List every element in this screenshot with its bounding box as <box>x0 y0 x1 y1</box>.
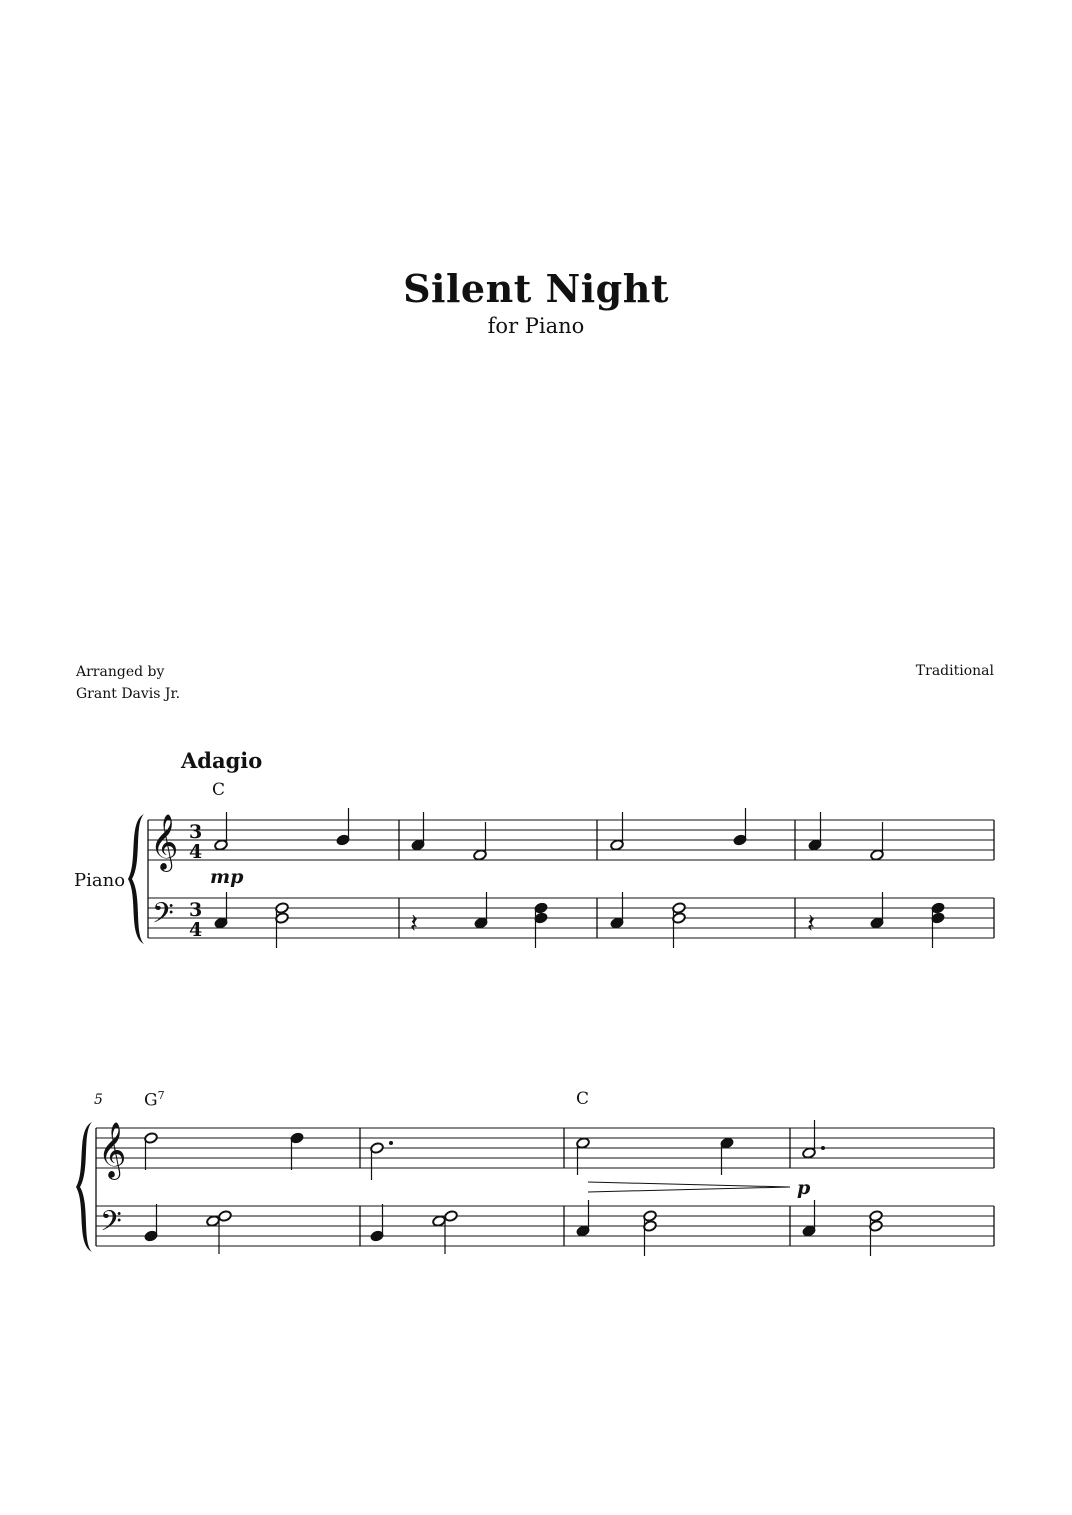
chord-quarter <box>534 902 548 948</box>
composer-credit: Traditional <box>915 663 994 679</box>
brace-system-2 <box>76 1122 92 1252</box>
quarter-rest-icon: 𝄽 <box>807 909 815 939</box>
barlines-system-2 <box>96 1128 994 1246</box>
note-half <box>610 812 624 851</box>
arranger-label: Arranged by <box>76 664 165 680</box>
note-half <box>576 1137 590 1175</box>
decrescendo-hairpin <box>588 1182 790 1192</box>
quarter-rest-icon: 𝄽 <box>410 909 418 939</box>
note-quarter <box>144 1204 158 1242</box>
note-quarter <box>733 808 747 846</box>
dynamic-mp: mp <box>210 866 244 888</box>
note-half <box>144 1132 158 1170</box>
chord-half <box>206 1210 232 1254</box>
time-signature-treble: 3 <box>189 821 203 843</box>
tempo-marking: Adagio <box>181 748 263 773</box>
bass-staff-2 <box>96 1206 994 1246</box>
measure-number: 5 <box>94 1092 103 1108</box>
brace-system-1 <box>128 814 144 944</box>
note-quarter <box>336 808 350 846</box>
bass-staff-1 <box>148 898 994 938</box>
note-quarter <box>290 1132 304 1170</box>
note-dotted-half <box>802 1120 825 1159</box>
note-half <box>870 822 884 861</box>
bass-clef-icon: 𝄢 <box>152 897 174 937</box>
treble-staff-2 <box>96 1128 994 1168</box>
arranger-name: Grant Davis Jr. <box>76 686 181 702</box>
score-subtitle: for Piano <box>487 314 585 338</box>
instrument-name: Piano <box>74 870 126 891</box>
bass-clef-icon: 𝄢 <box>100 1205 122 1245</box>
note-dotted-half <box>370 1141 393 1180</box>
score-title: Silent Night <box>403 266 669 311</box>
time-signature-bass: 3 <box>189 899 203 921</box>
chord-half <box>643 1210 657 1256</box>
chord-half <box>869 1210 883 1256</box>
chord-symbol-m1: C <box>212 780 226 800</box>
note-half <box>473 822 487 861</box>
note-quarter <box>370 1204 384 1242</box>
treble-clef-icon: 𝄞 <box>150 814 179 870</box>
treble-clef-icon: 𝄞 <box>98 1122 127 1178</box>
chord-half <box>432 1210 458 1254</box>
chord-half <box>672 902 686 948</box>
note-quarter <box>411 812 425 851</box>
chord-quarter <box>931 902 945 948</box>
barlines-system-1 <box>148 820 994 938</box>
treble-staff-1 <box>148 820 994 860</box>
note-quarter <box>720 1137 734 1175</box>
chord-root: G <box>144 1090 158 1111</box>
chord-extension: 7 <box>157 1089 165 1102</box>
time-signature-treble: 4 <box>189 841 203 863</box>
time-signature-bass: 4 <box>189 919 203 941</box>
dynamic-p: p <box>797 1177 811 1199</box>
note-quarter <box>808 812 822 851</box>
note-half <box>214 812 228 851</box>
chord-half <box>275 902 289 948</box>
chord-symbol-m7: C <box>576 1089 590 1109</box>
